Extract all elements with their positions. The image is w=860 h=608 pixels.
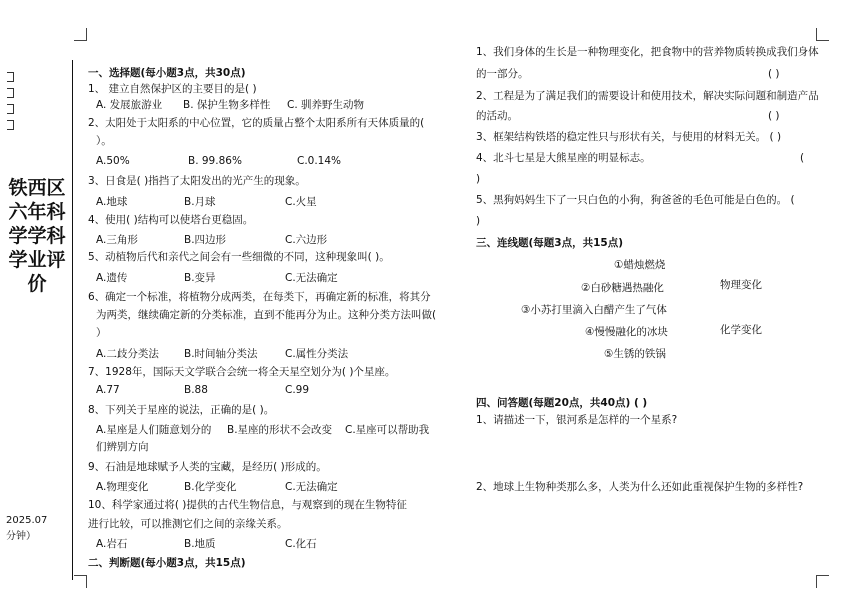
question-7: 7、1928年，国际天文学联合会统一将全天星空划分为( )个星座。 xyxy=(88,366,396,378)
binding-mark xyxy=(7,88,14,98)
judge-1-line1: 1、我们身体的生长是一种物理变化，把食物中的营养物质转换成我们身体 xyxy=(476,46,819,58)
judge-2-line2: 的活动。 xyxy=(476,110,518,122)
q5-option-a: A.遗传 xyxy=(96,272,128,284)
q2-option-b: B. 99.86% xyxy=(188,155,242,167)
q10-option-c: C.化石 xyxy=(285,538,317,550)
q6-option-a: A.二歧分类法 xyxy=(96,348,159,360)
q9-option-b: B.化学变化 xyxy=(184,481,237,493)
question-4: 4、使用( )结构可以使塔台更稳固。 xyxy=(88,214,254,226)
question-6-line1: 6、确定一个标准，将植物分成两类，在每类下，再确定新的标准，将其分 xyxy=(88,291,431,303)
judge-5: 5、黑狗妈妈生下了一只白色的小狗，狗爸爸的毛色可能是白色的。 ( xyxy=(476,194,795,206)
q7-option-b: B.88 xyxy=(184,384,208,396)
crop-mark-top-right xyxy=(816,28,829,41)
q9-option-a: A.物理变化 xyxy=(96,481,149,493)
binding-line xyxy=(72,60,73,580)
question-2-line1: 2、太阳处于太阳系的中心位置，它的质量占整个太阳系所有天体质量的( xyxy=(88,117,425,129)
q8-option-c-continued: 们辨别方向 xyxy=(96,441,149,453)
q7-option-c: C.99 xyxy=(285,384,310,396)
judge-4-answer-close: ) xyxy=(476,173,481,185)
match-item-1: ①蜡烛燃烧 xyxy=(614,259,666,271)
q7-option-a: A.77 xyxy=(96,384,120,396)
question-10-line1: 10、科学家通过将( )提供的古代生物信息，与观察到的现在生物特征 xyxy=(88,499,407,511)
question-6-line2: 为两类，继续确定新的分类标准，直到不能再分为止。这种分类方法叫做( xyxy=(96,309,437,321)
question-6-line3: ） xyxy=(96,327,107,339)
crop-mark-bottom-left xyxy=(74,575,87,588)
match-target-chemical: 化学变化 xyxy=(720,324,762,336)
q4-option-c: C.六边形 xyxy=(285,234,328,246)
q2-option-a: A.50% xyxy=(96,155,130,167)
judge-1-answer: ( ) xyxy=(768,68,780,80)
judge-5-answer-close: ) xyxy=(476,215,481,227)
q1-option-b: B. 保护生物多样性 xyxy=(183,99,271,111)
q1-option-a: A. 发展旅游业 xyxy=(96,99,163,111)
judge-2-answer: ( ) xyxy=(768,110,780,122)
exam-title: 铁西区 六年科 学学科 学业评 价 xyxy=(8,177,66,295)
question-3: 3、日食是( )指挡了太阳发出的光产生的现象。 xyxy=(88,175,306,187)
qa-question-1: 1、请描述一下，银河系是怎样的一个星系? xyxy=(476,414,678,426)
section-judge-heading: 二、判断题(每小题3点，共15点) xyxy=(88,557,246,569)
q10-option-a: A.岩石 xyxy=(96,538,128,550)
binding-mark xyxy=(7,120,14,130)
q5-option-b: B.变异 xyxy=(184,272,216,284)
match-target-physical: 物理变化 xyxy=(720,279,762,291)
q3-option-c: C.火星 xyxy=(285,196,317,208)
q2-option-c: C.0.14% xyxy=(297,155,342,167)
judge-4-answer-open: ( xyxy=(800,152,805,164)
q8-option-c: C.星座可以帮助我 xyxy=(345,424,430,436)
q3-option-b: B.月球 xyxy=(184,196,216,208)
q10-option-b: B.地质 xyxy=(184,538,216,550)
question-8: 8、下列关于星座的说法，正确的是( )。 xyxy=(88,404,275,416)
section-qa-heading: 四、问答题(每题20点，共40点) ( ) xyxy=(476,397,648,409)
question-10-line2: 进行比较，可以推测它们之间的亲缘关系。 xyxy=(88,518,288,530)
q6-option-c: C.属性分类法 xyxy=(285,348,349,360)
q9-option-c: C.无法确定 xyxy=(285,481,338,493)
q4-option-b: B.四边形 xyxy=(184,234,227,246)
q4-option-a: A.三角形 xyxy=(96,234,138,246)
question-9: 9、石油是地球赋予人类的宝藏，是经历( )形成的。 xyxy=(88,461,327,473)
match-item-5: ⑤生锈的铁锅 xyxy=(604,348,666,360)
match-item-3: ③小苏打里滴入白醋产生了气体 xyxy=(521,304,667,316)
judge-4: 4、北斗七星是大熊星座的明显标志。 xyxy=(476,152,651,164)
judge-1-line2: 的一部分。 xyxy=(476,68,529,80)
section-choice-heading: 一、选择题(每小题3点，共30点) xyxy=(88,67,246,79)
question-5: 5、动植物后代和亲代之间会有一些细微的不同，这种现象叫( )。 xyxy=(88,251,390,263)
binding-mark xyxy=(7,104,14,114)
binding-mark xyxy=(7,72,14,82)
match-item-2: ②白砂糖遇热融化 xyxy=(581,282,664,294)
q8-option-a: A.星座是人们随意划分的 xyxy=(96,424,212,436)
judge-2-line1: 2、工程是为了满足我们的需要设计和使用技术，解决实际问题和制造产品 xyxy=(476,90,819,102)
q8-option-b: B.星座的形状不会改变 xyxy=(227,424,333,436)
q1-option-c: C. 驯养野生动物 xyxy=(287,99,365,111)
crop-mark-bottom-right xyxy=(816,575,829,588)
crop-mark-top-left xyxy=(74,28,87,41)
exam-time: 分钟） xyxy=(6,531,36,542)
match-item-4: ④慢慢融化的冰块 xyxy=(585,326,668,338)
q5-option-c: C.无法确定 xyxy=(285,272,338,284)
q3-option-a: A.地球 xyxy=(96,196,128,208)
section-matching-heading: 三、连线题(每题3点，共15点) xyxy=(476,237,624,249)
qa-question-2: 2、地球上生物种类那么多，人类为什么还如此重视保护生物的多样性? xyxy=(476,481,804,493)
judge-3: 3、框架结构铁塔的稳定性只与形状有关，与使用的材料无关。 ( ) xyxy=(476,131,782,143)
question-1: 1、 建立自然保护区的主要目的是( ) xyxy=(88,83,257,95)
exam-date: 2025.07 xyxy=(6,515,48,526)
question-2-line2: ）。 xyxy=(96,135,112,147)
q6-option-b: B.时间轴分类法 xyxy=(184,348,258,360)
